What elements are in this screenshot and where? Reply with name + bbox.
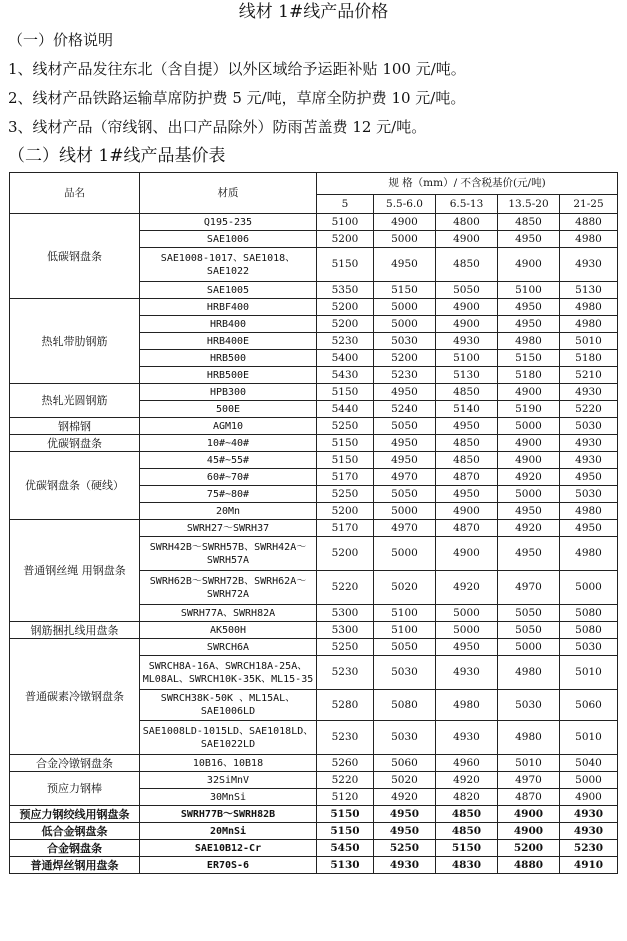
material-cell: SAE1006	[140, 231, 317, 248]
material-cell: SWRCH38K-50K 、ML15AL、SAE1006LD	[140, 690, 317, 721]
price-cell: 4970	[374, 469, 436, 486]
price-cell: 5200	[498, 840, 560, 857]
material-cell: SWRH62B～SWRH72B、SWRH62A～SWRH72A	[140, 571, 317, 605]
price-cell: 5080	[560, 605, 618, 622]
price-cell: 5250	[317, 639, 374, 656]
price-cell: 4850	[436, 384, 498, 401]
price-cell: 4950	[374, 823, 436, 840]
price-cell: 5130	[436, 367, 498, 384]
price-cell: 4930	[560, 435, 618, 452]
material-cell: AGM10	[140, 418, 317, 435]
price-cell: 5010	[560, 656, 618, 690]
price-cell: 4950	[498, 316, 560, 333]
table-row	[10, 639, 618, 656]
header-material: 材质	[140, 173, 317, 214]
price-cell: 4900	[436, 299, 498, 316]
price-cell: 5120	[317, 789, 374, 806]
section-2-heading: （二）线材 1#线产品基价表	[8, 146, 226, 166]
price-cell: 5100	[374, 605, 436, 622]
price-cell: 4980	[560, 231, 618, 248]
price-cell: 4950	[374, 384, 436, 401]
table-row	[10, 857, 618, 874]
header-spec: 规 格（mm）/ 不含税基价(元/吨)	[317, 173, 618, 195]
price-cell: 4930	[560, 823, 618, 840]
material-cell: HRB400E	[140, 333, 317, 350]
section-1-heading: （一）价格说明	[8, 31, 114, 49]
price-cell: 4850	[436, 452, 498, 469]
price-cell: 5030	[374, 721, 436, 755]
price-cell: 5230	[560, 840, 618, 857]
table-row	[10, 299, 618, 316]
table-row	[10, 435, 618, 452]
price-cell: 4920	[498, 469, 560, 486]
product-name-cell: 合金冷镦钢盘条	[10, 755, 140, 772]
price-cell: 5300	[317, 622, 374, 639]
price-cell: 5150	[317, 248, 374, 282]
price-cell: 4880	[560, 214, 618, 231]
material-cell: SAE1008-1017、SAE1018、SAE1022	[140, 248, 317, 282]
price-cell: 5050	[374, 639, 436, 656]
material-cell: SAE10B12-Cr	[140, 840, 317, 857]
product-name-cell: 普通焊丝钢用盘条	[10, 857, 140, 874]
price-cell: 5050	[374, 486, 436, 503]
product-name-cell: 优碳钢盘条（硬线）	[10, 452, 140, 520]
price-cell: 4870	[436, 520, 498, 537]
price-cell: 4900	[436, 231, 498, 248]
product-name-cell: 低碳钢盘条	[10, 214, 140, 299]
price-cell: 4950	[436, 486, 498, 503]
price-cell: 4880	[498, 857, 560, 874]
table-row	[10, 384, 618, 401]
product-name-cell: 预应力钢绞线用钢盘条	[10, 806, 140, 823]
price-cell: 4900	[560, 789, 618, 806]
table-row	[10, 622, 618, 639]
price-cell: 5150	[436, 840, 498, 857]
price-cell: 5200	[317, 299, 374, 316]
price-cell: 5440	[317, 401, 374, 418]
price-cell: 4800	[436, 214, 498, 231]
price-cell: 5200	[317, 231, 374, 248]
price-cell: 4950	[498, 537, 560, 571]
material-cell: 20Mn	[140, 503, 317, 520]
price-cell: 5430	[317, 367, 374, 384]
price-cell: 4950	[498, 503, 560, 520]
material-cell: 500E	[140, 401, 317, 418]
price-cell: 4950	[374, 248, 436, 282]
price-cell: 5100	[498, 282, 560, 299]
price-cell: 5250	[374, 840, 436, 857]
price-cell: 5200	[317, 503, 374, 520]
price-cell: 4900	[498, 248, 560, 282]
price-cell: 4930	[560, 384, 618, 401]
price-cell: 5080	[374, 690, 436, 721]
material-cell: SAE1005	[140, 282, 317, 299]
price-cell: 4850	[436, 806, 498, 823]
price-cell: 4830	[436, 857, 498, 874]
material-cell: HRB500E	[140, 367, 317, 384]
price-cell: 5230	[374, 367, 436, 384]
price-cell: 5150	[317, 384, 374, 401]
price-cell: 5150	[317, 435, 374, 452]
material-cell: SWRH77A、SWRH82A	[140, 605, 317, 622]
price-cell: 5020	[374, 772, 436, 789]
price-cell: 4850	[436, 248, 498, 282]
material-cell: SWRCH8A-16A、SWRCH18A-25A、ML08AL、SWRCH10K-35K、ML15-35	[140, 656, 317, 690]
price-cell: 5200	[317, 316, 374, 333]
price-cell: 4820	[436, 789, 498, 806]
note-3: 3、线材产品（帘线钢、出口产品除外）防雨苫盖费 12 元/吨。	[8, 118, 427, 136]
price-cell: 4900	[498, 823, 560, 840]
product-name-cell: 热轧带肋钢筋	[10, 299, 140, 384]
material-cell: HRB500	[140, 350, 317, 367]
table-row	[10, 823, 618, 840]
price-cell: 4900	[436, 316, 498, 333]
price-cell: 5100	[317, 214, 374, 231]
price-cell: 4870	[436, 469, 498, 486]
price-cell: 4950	[374, 435, 436, 452]
product-name-cell: 钢棉钢	[10, 418, 140, 435]
material-cell: SWRH42B～SWRH57B、SWRH42A～SWRH57A	[140, 537, 317, 571]
price-cell: 5230	[317, 656, 374, 690]
material-cell: 10B16、10B18	[140, 755, 317, 772]
product-name-cell: 普通碳素冷镦钢盘条	[10, 639, 140, 755]
price-cell: 5220	[560, 401, 618, 418]
price-cell: 5450	[317, 840, 374, 857]
price-cell: 4920	[374, 789, 436, 806]
material-cell: 10#~40#	[140, 435, 317, 452]
table-row	[10, 840, 618, 857]
price-cell: 4950	[374, 452, 436, 469]
material-cell: 30MnSi	[140, 789, 317, 806]
material-cell: HPB300	[140, 384, 317, 401]
price-cell: 5050	[498, 605, 560, 622]
price-cell: 5230	[317, 333, 374, 350]
material-cell: HRB400	[140, 316, 317, 333]
price-cell: 4920	[498, 520, 560, 537]
price-cell: 5010	[498, 755, 560, 772]
price-cell: 5000	[374, 537, 436, 571]
price-cell: 4950	[560, 469, 618, 486]
price-cell: 5170	[317, 520, 374, 537]
price-cell: 5030	[498, 690, 560, 721]
price-cell: 4900	[498, 806, 560, 823]
material-cell: 75#~80#	[140, 486, 317, 503]
price-cell: 5180	[560, 350, 618, 367]
price-cell: 5010	[560, 721, 618, 755]
price-cell: 4930	[560, 452, 618, 469]
price-cell: 5000	[374, 316, 436, 333]
note-1: 1、线材产品发往东北（含自提）以外区域给予运距补贴 100 元/吨。	[8, 60, 466, 78]
price-cell: 5150	[317, 806, 374, 823]
material-cell: ER70S-6	[140, 857, 317, 874]
price-cell: 5100	[374, 622, 436, 639]
price-cell: 5180	[498, 367, 560, 384]
price-cell: 5010	[560, 333, 618, 350]
price-cell: 4980	[560, 503, 618, 520]
price-cell: 5220	[317, 571, 374, 605]
price-cell: 5200	[374, 350, 436, 367]
price-cell: 4920	[436, 772, 498, 789]
price-cell: 4900	[498, 435, 560, 452]
price-cell: 5040	[560, 755, 618, 772]
price-cell: 4980	[498, 656, 560, 690]
price-cell: 4920	[436, 571, 498, 605]
price-cell: 4980	[498, 333, 560, 350]
price-cell: 5130	[560, 282, 618, 299]
material-cell: SWRH27～SWRH37	[140, 520, 317, 537]
price-cell: 5000	[498, 418, 560, 435]
table-row	[10, 806, 618, 823]
price-cell: 4950	[498, 299, 560, 316]
price-cell: 5050	[498, 622, 560, 639]
price-cell: 5280	[317, 690, 374, 721]
header-size: 13.5-20	[498, 195, 560, 214]
price-cell: 5000	[560, 772, 618, 789]
material-cell: SAE1008LD-1015LD、SAE1018LD、SAE1022LD	[140, 721, 317, 755]
price-cell: 4930	[560, 248, 618, 282]
product-name-cell: 预应力钢棒	[10, 772, 140, 806]
price-cell: 4970	[374, 520, 436, 537]
material-cell: HRBF400	[140, 299, 317, 316]
price-cell: 5000	[560, 571, 618, 605]
price-cell: 5050	[374, 418, 436, 435]
price-cell: 5080	[560, 622, 618, 639]
material-cell: SWRCH6A	[140, 639, 317, 656]
price-cell: 4900	[498, 452, 560, 469]
price-cell: 4980	[560, 316, 618, 333]
price-cell: 5130	[317, 857, 374, 874]
price-cell: 5000	[374, 299, 436, 316]
price-cell: 5000	[436, 622, 498, 639]
price-cell: 5250	[317, 418, 374, 435]
price-table-body	[10, 214, 618, 874]
table-row	[10, 418, 618, 435]
price-cell: 5210	[560, 367, 618, 384]
product-name-cell: 钢筋捆扎线用盘条	[10, 622, 140, 639]
price-cell: 4900	[436, 537, 498, 571]
price-cell: 5200	[317, 537, 374, 571]
price-cell: 5250	[317, 486, 374, 503]
price-cell: 4980	[436, 690, 498, 721]
table-row	[10, 772, 618, 789]
price-cell: 5150	[317, 452, 374, 469]
price-cell: 5150	[498, 350, 560, 367]
material-cell: 32SiMnV	[140, 772, 317, 789]
price-cell: 5150	[374, 282, 436, 299]
price-cell: 4970	[498, 571, 560, 605]
material-cell: AK500H	[140, 622, 317, 639]
material-cell: 45#~55#	[140, 452, 317, 469]
price-cell: 5240	[374, 401, 436, 418]
product-name-cell: 合金钢盘条	[10, 840, 140, 857]
price-cell: 5030	[560, 486, 618, 503]
header-product-name: 品名	[10, 173, 140, 214]
price-cell: 5050	[436, 282, 498, 299]
price-cell: 5350	[317, 282, 374, 299]
price-cell: 5000	[498, 486, 560, 503]
table-row	[10, 452, 618, 469]
price-cell: 4980	[560, 537, 618, 571]
price-cell: 4970	[498, 772, 560, 789]
price-cell: 5150	[317, 823, 374, 840]
product-name-cell: 普通钢丝绳 用钢盘条	[10, 520, 140, 622]
price-cell: 5100	[436, 350, 498, 367]
price-cell: 4930	[436, 333, 498, 350]
price-cell: 4850	[436, 435, 498, 452]
product-name-cell: 优碳钢盘条	[10, 435, 140, 452]
price-cell: 5030	[374, 333, 436, 350]
product-name-cell: 热轧光圆钢筋	[10, 384, 140, 418]
price-cell: 4850	[498, 214, 560, 231]
material-cell: Q195-235	[140, 214, 317, 231]
price-cell: 4930	[436, 721, 498, 755]
table-row	[10, 214, 618, 231]
price-cell: 5030	[560, 418, 618, 435]
price-cell: 4930	[436, 656, 498, 690]
material-cell: 60#~70#	[140, 469, 317, 486]
price-cell: 4870	[498, 789, 560, 806]
price-cell: 4930	[374, 857, 436, 874]
note-2: 2、线材产品铁路运输草席防护费 5 元/吨，草席全防护费 10 元/吨。	[8, 89, 466, 107]
price-cell: 4900	[498, 384, 560, 401]
price-cell: 4950	[374, 806, 436, 823]
price-cell: 5000	[374, 503, 436, 520]
table-row	[10, 755, 618, 772]
price-cell: 5020	[374, 571, 436, 605]
product-name-cell: 低合金钢盘条	[10, 823, 140, 840]
material-cell: 20MnSi	[140, 823, 317, 840]
price-cell: 4950	[436, 418, 498, 435]
price-cell: 5060	[560, 690, 618, 721]
header-size: 6.5-13	[436, 195, 498, 214]
price-cell: 5000	[374, 231, 436, 248]
price-cell: 4980	[560, 299, 618, 316]
price-cell: 4950	[560, 520, 618, 537]
price-cell: 5400	[317, 350, 374, 367]
price-cell: 5060	[374, 755, 436, 772]
price-cell: 5300	[317, 605, 374, 622]
price-cell: 4910	[560, 857, 618, 874]
header-size: 21-25	[560, 195, 618, 214]
price-table	[9, 172, 618, 874]
material-cell: SWRH77B～SWRH82B	[140, 806, 317, 823]
price-cell: 5030	[374, 656, 436, 690]
price-cell: 5140	[436, 401, 498, 418]
header-size: 5	[317, 195, 374, 214]
price-cell: 5000	[498, 639, 560, 656]
price-cell: 5190	[498, 401, 560, 418]
price-cell: 5170	[317, 469, 374, 486]
price-cell: 5000	[436, 605, 498, 622]
price-cell: 4960	[436, 755, 498, 772]
price-cell: 4950	[436, 639, 498, 656]
price-cell: 4900	[374, 214, 436, 231]
price-cell: 4850	[436, 823, 498, 840]
price-cell: 5220	[317, 772, 374, 789]
price-cell: 5230	[317, 721, 374, 755]
price-cell: 4980	[498, 721, 560, 755]
price-cell: 5030	[560, 639, 618, 656]
header-size: 5.5-6.0	[374, 195, 436, 214]
price-cell: 5260	[317, 755, 374, 772]
price-cell: 4950	[498, 231, 560, 248]
document-title: 线材 1#线产品价格	[238, 2, 389, 22]
table-row	[10, 520, 618, 537]
price-cell: 4930	[560, 806, 618, 823]
price-cell: 4900	[436, 503, 498, 520]
